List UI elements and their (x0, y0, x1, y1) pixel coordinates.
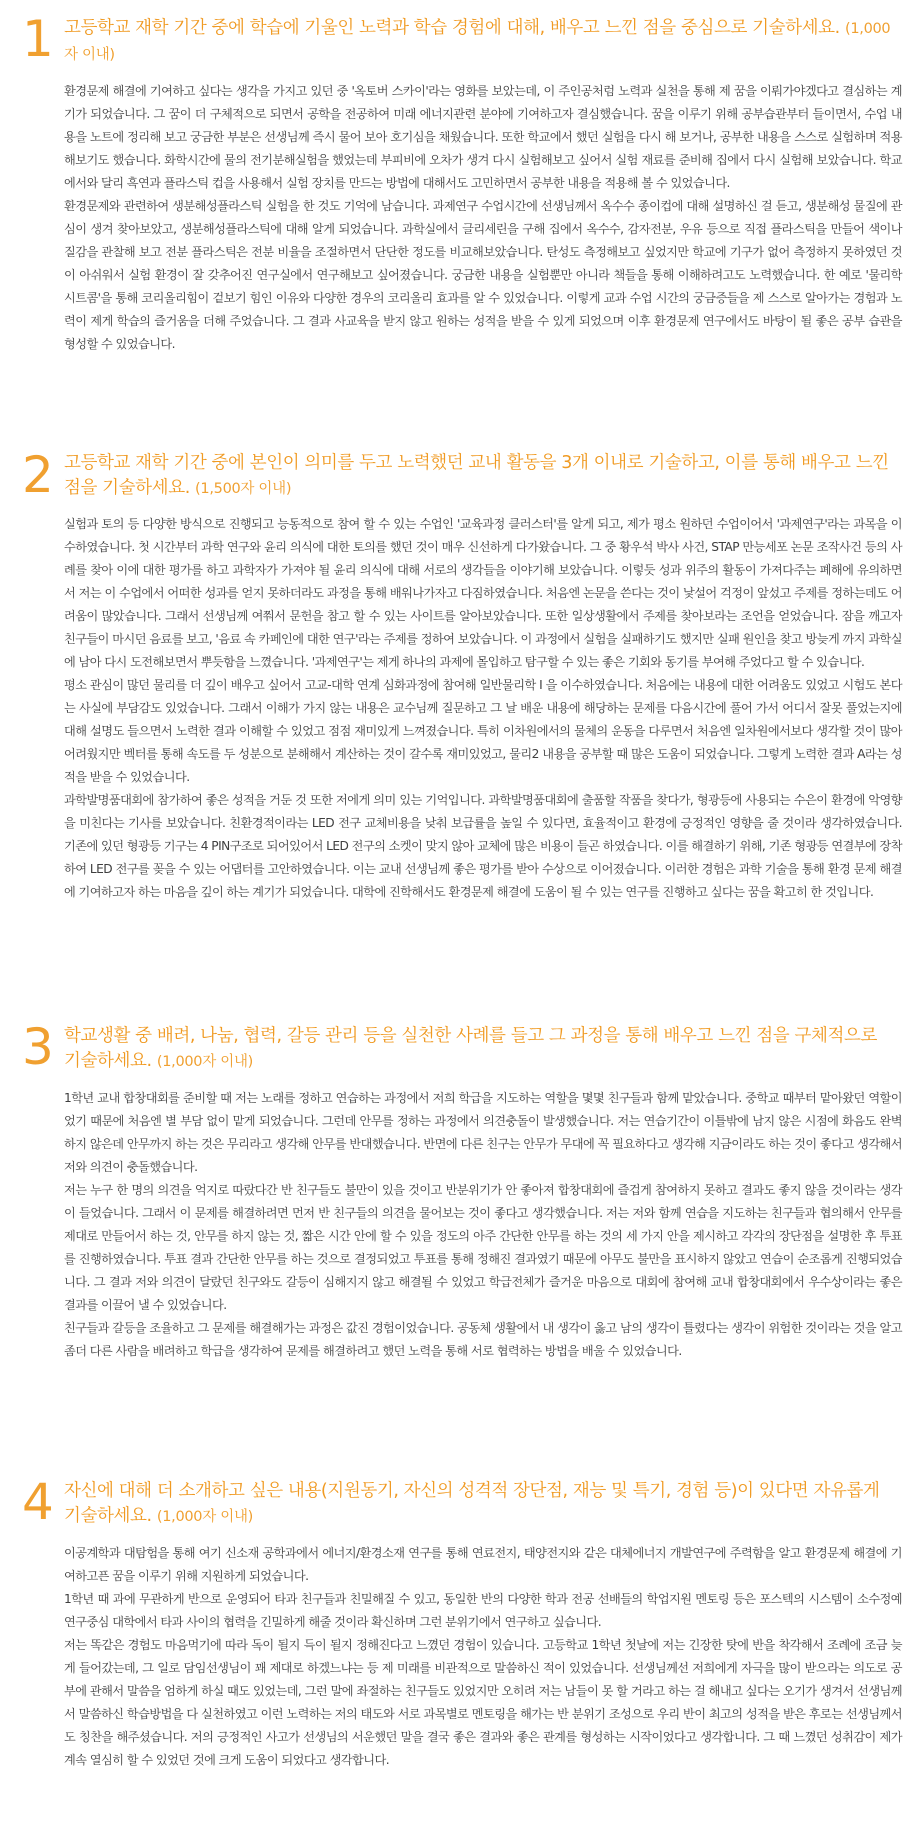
question-text-3: 학교생활 중 배려, 나눔, 협력, 갈등 관리 등을 실천한 사례를 들고 그 과정을 통해 배우고 느낀 점을 구체적으로 기술하세요. (64, 1026, 877, 1071)
question-limit-3: (1,000자 이내) (156, 1054, 254, 1070)
answer-paragraph: 실험과 토의 등 다양한 방식으로 진행되고 능동적으로 참여 할 수 있는 수업인 '교육과정 클러스터'를 알게 되고, 제가 평소 원하던 수업이어서 '과제연구'라는 과목을 이수하였습니다. 첫 시간부터 과학 연구와 윤리 의식에 대한 토의를 했던 것이 매우 신선하게 다가왔습니다. 그 중 황우석 박사 사건, STAP 만능세포 논문 조작사건 등의 사례를 찾아 이에 대한 평가를 하고 과학자가 가져야 될 윤리 의식에 대해 서로의 생각들을 이야기해 보았습니다. 이렇듯 성과 위주의 활동이 가져다주는 폐해에 유의하면서 저는 이 수업에서 어떠한 성과를 얻지 못하더라도 과정을 통해 배워나가자고 다짐하였습니다. 처음엔 논문을 쓴다는 것이 낯설어 걱정이 앞섰고 주제를 정하는데도 어려움이 많았습니다. 그래서 선생님께 여쭤서 문헌을 참고 할 수 있는 사이트를 알아보았습니다. 또한 일상생활에서 주제를 찾아보라는 조언을 얻었습니다. 잠을 깨고자 친구들이 마시던 음료를 보고, '음료 속 카페인에 대한 연구'라는 주제를 정하여 보았습니다. 이 과정에서 실험을 실패하기도 했지만 실패 원인을 찾고 방늦게 까지 과학실에 남아 다시 도전해보면서 뿌듯함을 느꼈습니다. '과제연구'는 제게 하나의 과제에 몰입하고 탐구할 수 있는 좋은 기회와 동기를 부여해 주었다고 할 수 있습니다. (64, 517, 902, 669)
question-number-1: 1 (22, 10, 54, 68)
question-title-3 (64, 1024, 892, 1075)
question-text-1: 고등학교 재학 기간 중에 학습에 기울인 노력과 학습 경험에 대해, 배우고 느낀 점을 중심으로 기술하세요. (64, 18, 840, 38)
answer-paragraph: 이공계학과 대탐험을 통해 여기 신소재 공학과에서 에너지/환경소재 연구를 통해 연료전지, 태양전지와 같은 대체에너지 개발연구에 주력함을 알고 환경문제 해결에 기여하고픈 꿈을 이루기 위해 지원하게 되었습니다. (64, 1546, 902, 1583)
question-limit-4: (1,000자 이내) (156, 1509, 254, 1525)
answer-paragraph: 과학발명품대회에 참가하여 좋은 성적을 거둔 것 또한 저에게 의미 있는 기억입니다. 과학발명품대회에 출품할 작품을 찾다가, 형광등에 사용되는 수은이 환경에 악영향을 미친다는 기사를 보았습니다. 친환경적이라는 LED 전구 교체비용을 낮춰 보급률을 높일 수 있다면, 효율적이고 환경에 긍정적인 영향을 줄 것이라 생각하였습니다. 기존에 있던 형광등 기구는 4 PIN구조로 되어있어서 LED 전구의 소켓이 맞지 않아 교체에 많은 비용이 들곤 하였습니다. 이를 해결하기 위해, 기존 형광등 연결부에 장착하여 LED 전구를 꽂을 수 있는 어댑터를 고안하였습니다. 이는 교내 선생님께 좋은 평가를 받아 수상으로 이어졌습니다. 이러한 경험은 과학 기술을 통해 환경 문제 해결에 기여하고자 하는 마음을 깊이 하는 계기가 되었습니다. 대학에 진학해서도 환경문제 해결에 도움이 될 수 있는 연구를 진행하고 싶다는 꿈을 확고히 한 것입니다. (64, 793, 902, 899)
answer-body-2 (64, 513, 902, 904)
question-number-4: 4 (22, 1473, 54, 1531)
question-title-2 (64, 451, 892, 502)
answer-paragraph: 저는 누구 한 명의 의견을 억지로 따랐다간 반 친구들도 불만이 있을 것이고 반분위기가 안 좋아져 합창대회에 즐겁게 참여하지 못하고 결과도 좋지 않을 것이라는 생각이 들었습니다. 그래서 이 문제를 해결하려면 먼저 반 친구들의 의견을 물어보는 것이 좋다고 생각했습니다. 저는 저와 함께 연습을 지도하는 친구들과 협의해서 안무를 제대로 만들어서 하는 것, 안무를 하지 않는 것, 짧은 시간 안에 할 수 있을 정도의 아주 간단한 안무를 하는 것의 세 가지 안을 제시하고 각각의 장단점을 설명한 후 투표를 진행하였습니다. 투표 결과 간단한 안무를 하는 것으로 결정되었고 투표를 통해 정해진 결과였기 때문에 아무도 불만을 표시하지 않았고 연습이 순조롭게 진행되었습니다. 그 결과 저와 의견이 달랐던 친구와도 갈등이 심해지지 않고 해결될 수 있었고 학급전체가 즐거운 마음으로 대회에 참여해 교내 합창대회에서 우수상이라는 좋은 결과를 이끌어 낼 수 있었습니다. (64, 1183, 903, 1312)
answer-paragraph: 1학년 교내 합창대회를 준비할 때 저는 노래를 정하고 연습하는 과정에서 저희 학급을 지도하는 역할을 몇몇 친구들과 함께 맡았습니다. 중학교 때부터 맡아왔던 역할이었기 때문에 처음엔 별 부담 없이 맡게 되었습니다. 그런데 안무를 정하는 과정에서 의견충돌이 발생했습니다. 저는 연습기간이 이틀밖에 남지 않은 시점에 화음도 완벽하지 않은데 안무까지 하는 것은 무리라고 생각해 안무를 반대했습니다. 반면에 다른 친구는 안무가 무대에 꼭 필요하다고 생각해 지금이라도 하는 것이 좋다고 생각해서 저와 의견이 충돌했습니다. (64, 1091, 902, 1174)
answer-paragraph: 1학년 때 과에 무관하게 반으로 운영되어 타과 친구들과 친밀해질 수 있고, 동일한 반의 다양한 학과 전공 선배들의 학업지원 멘토링 등은 포스텍의 시스템이 소수정예 연구중심 대학에서 타과 사이의 협력을 긴밀하게 해줄 것이라 확신하며 그런 분위기에서 연구하고 싶습니다. (64, 1592, 902, 1629)
question-text-4: 자신에 대해 더 소개하고 싶은 내용(지원동기, 자신의 성격적 장단점, 재능 및 특기, 경험 등)이 있다면 자유롭게 기술하세요. (64, 1481, 880, 1526)
question-text-2: 고등학교 재학 기간 중에 본인이 의미를 두고 노력했던 교내 활동을 3개 이내로 기술하고, 이를 통해 배우고 느낀 점을 기술하세요. (64, 453, 889, 498)
answer-body-4 (64, 1542, 902, 1772)
answer-paragraph: 환경문제 해결에 기여하고 싶다는 생각을 가지고 있던 중 '옥토버 스카이'라는 영화를 보았는데, 이 주인공처럼 노력과 실천을 통해 제 꿈을 이뤄가야겠다고 결심하는 계기가 되었습니다. 그 꿈이 더 구체적으로 되면서 공학을 전공하여 미래 에너지관련 분야에 기여하고자 결심했습니다. 꿈을 이루기 위해 공부습관부터 들이면서, 수업 내용을 노트에 정리해 보고 궁금한 부분은 선생님께 즉시 물어 보아 호기심을 채웠습니다. 또한 학교에서 했던 실험을 다시 해 보거나, 공부한 내용을 스스로 실험하며 적용해보기도 했습니다. 화학시간에 물의 전기분해실험을 했었는데 부피비에 오차가 생겨 다시 실험해보고 싶어서 실험 재료를 준비해 집에서 다시 실험해 보았습니다. 학교에서와 달리 흑연과 플라스틱 컵을 사용해서 실험 장치를 만드는 방법에 대해서도 고민하면서 공부한 내용을 적용해 볼 수 있었습니다. (64, 84, 902, 190)
answer-paragraph: 친구들과 갈등을 조율하고 그 문제를 해결해가는 과정은 값진 경험이었습니다. 공동체 생활에서 내 생각이 옳고 남의 생각이 틀렸다는 생각이 위험한 것이라는 것을 알고 좀더 다른 사람을 배려하고 학급을 생각하여 문제를 해결하려고 했던 노력을 통해 서로 협력하는 방법을 배울 수 있었습니다. (64, 1321, 902, 1358)
answer-paragraph: 환경문제와 관련하여 생분해성플라스틱 실험을 한 것도 기억에 남습니다. 과제연구 수업시간에 선생님께서 옥수수 종이컵에 대해 설명하신 걸 듣고, 생분해성 물질에 관심이 생겨 찾아보았고, 생분해성플라스틱에 대해 알게 되었습니다. 과학실에서 글리세린을 구해 집에서 옥수수, 감자전분, 우유 등으로 직접 플라스틱을 만들어 색이나 질감을 관찰해 보고 전분 플라스틱은 전분 비율을 조절하면서 단단한 정도를 비교해보았습니다. 탄성도 측정해보고 싶었지만 학교에 기구가 없어 측정하지 못하였던 것이 아쉬워서 실험 환경이 잘 갖추어진 연구실에서 연구해보고 싶어졌습니다. 궁금한 내용을 실험뿐만 아니라 책들을 통해 이해하려고도 노력했습니다. 한 예로 '물리학 시트콤'을 통해 코리올리힘이 겉보기 힘인 이유와 다양한 경우의 코리올리 효과를 알 수 있었습니다. 이렇게 교과 수업 시간의 궁금증들을 제 스스로 알아가는 경험과 노력이 제게 학습의 즐거움을 더해 주었습니다. 그 결과 사교육을 받지 않고 원하는 성적을 받을 수 있게 되었으며 이후 환경문제 연구에서도 바탕이 될 좋은 공부 습관을 형성할 수 있었습니다. (64, 199, 902, 351)
answer-body-3 (64, 1087, 902, 1363)
question-title-1 (64, 16, 892, 68)
question-limit-2: (1,500자 이내) (195, 481, 292, 497)
question-number-2: 2 (22, 446, 54, 504)
answer-paragraph: 저는 똑같은 경험도 마음먹기에 따라 독이 될지 득이 될지 정해진다고 느꼈던 경험이 있습니다. 고등학교 1학년 첫날에 저는 긴장한 탓에 반을 착각해서 조례에 조금 늦게 들어갔는데, 그 일로 담임선생님이 꽤 제대로 하겠느냐는 등 제 미래를 비관적으로 말씀하신 적이 있었습니다. 선생님께선 저희에게 자극을 많이 받으라는 의도로 공부에 관해서 말씀을 엄하게 하실 때도 있었는데, 그런 말에 좌절하는 친구들도 있었지만 오히려 저는 남들이 못 할 거라고 하는 걸 해내고 싶다는 오기가 생겨서 선생님께서 말씀하신 학습방법을 다 실천하였고 이런 노력하는 저의 태도와 서로 과목별로 멘토링을 해가는 반 분위기 조성으로 우리 반이 최고의 성적을 받은 후로는 선생님께서도 칭찬을 해주셨습니다. 저의 긍정적인 사고가 선생님의 서운했던 말을 결국 좋은 결과와 좋은 관계를 형성하는 시작이었다고 생각합니다. 그 때 느꼈던 성취감이 제가 계속 열심히 할 수 있었던 것에 크게 도움이 되었다고 생각합니다. (64, 1638, 902, 1767)
question-limit-1: (1,000자 이내) (64, 21, 891, 63)
answer-body-1 (64, 80, 902, 356)
answer-paragraph: 평소 관심이 많던 물리를 더 깊이 배우고 싶어서 고교-대학 연계 심화과정에 참여해 일반물리학 I 을 이수하였습니다. 처음에는 내용에 대한 어려움도 있었고 시험도 본다는 사실에 부담감도 있었습니다. 그래서 이해가 가지 않는 내용은 교수님께 질문하고 그 날 배운 내용에 해당하는 문제를 다음시간에 풀어 가서 어디서 잘못 풀었는지에 대해 설명도 들으면서 노력한 결과 이해할 수 있었고 점점 재미있게 느껴졌습니다. 특히 이차원에서의 물체의 운동을 다루면서 처음엔 일차원에서보다 생각할 것이 많아 어려웠지만 벡터를 통해 속도를 두 성분으로 분해해서 계산하는 것이 갈수록 재미있었고, 물리2 내용을 공부할 때 많은 도움이 되었습니다. 그렇게 노력한 결과 A라는 성적을 받을 수 있었습니다. (64, 678, 902, 784)
question-title-4 (64, 1479, 892, 1530)
question-number-3: 3 (22, 1018, 54, 1076)
